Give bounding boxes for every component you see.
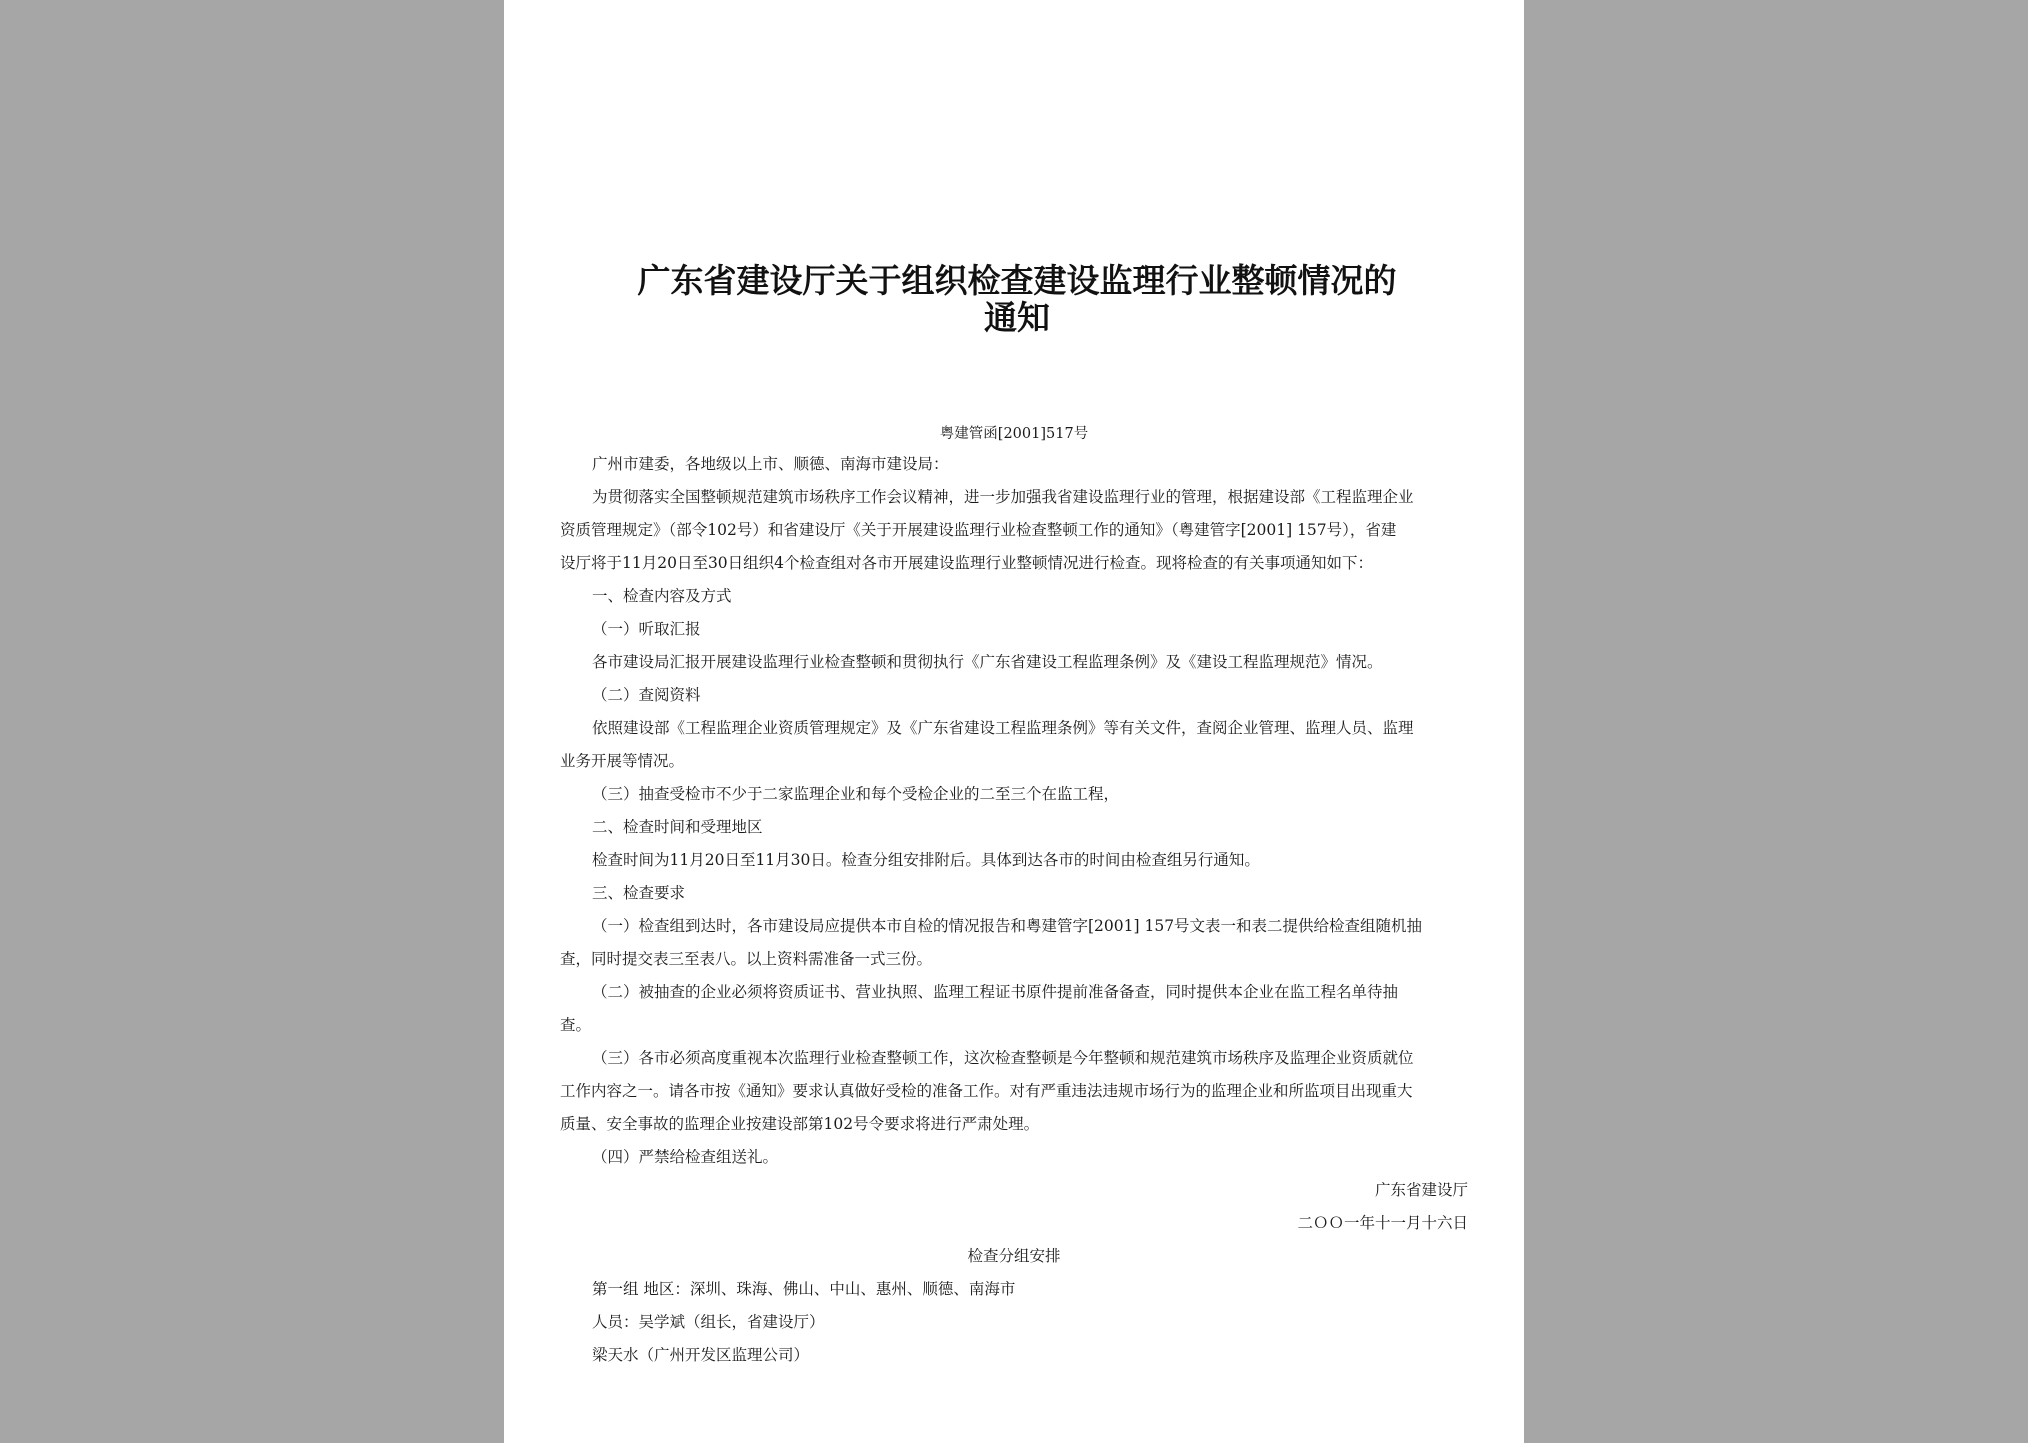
- document-number: 粤建管函[2001]517号: [939, 426, 1089, 442]
- appendix-line: 人员：吴学斌（组长，省建设厅）: [592, 1313, 825, 1331]
- body-line: （四）严禁给检查组送礼。: [592, 1148, 779, 1166]
- title-line-2: 通知: [984, 298, 1050, 337]
- salutation: 广州市建委，各地级以上市、顺德、南海市建设局：: [592, 455, 949, 473]
- appendix-title: 检查分组安排: [967, 1247, 1061, 1265]
- subsection-heading: （一）听取汇报: [592, 620, 701, 638]
- body-line: 资质管理规定》（部令102号）和省建设厅《关于开展建设监理行业检查整顿工作的通知》（粤建管字[2001] 157号），省建: [560, 521, 1397, 539]
- body-line: 业务开展等情况。: [560, 752, 685, 770]
- body-line: 查，同时提交表三至表八。以上资料需准备一式三份。: [560, 950, 933, 968]
- subsection-heading: （二）查阅资料: [592, 686, 701, 704]
- section-heading: 一、检查内容及方式: [592, 587, 732, 605]
- body-line: 质量、安全事故的监理企业按建设部第102号令要求将进行严肃处理。: [560, 1115, 1040, 1133]
- document-page: [504, 0, 1524, 1443]
- body-line: 依照建设部《工程监理企业资质管理规定》及《广东省建设工程监理条例》等有关文件，查阅企业管理、监理人员、监理: [592, 719, 1414, 737]
- body-line: 为贯彻落实全国整顿规范建筑市场秩序工作会议精神，进一步加强我省建设监理行业的管理，根据建设部《工程监理企业: [592, 488, 1414, 506]
- document-title: [592, 262, 1442, 336]
- signature-org: 广东省建设厅: [1374, 1181, 1468, 1199]
- body-line: 各市建设局汇报开展建设监理行业检查整顿和贯彻执行《广东省建设工程监理条例》及《建设工程监理规范》情况。: [592, 653, 1383, 671]
- body-line: 查。: [560, 1016, 592, 1034]
- body-line: （一）检查组到达时，各市建设局应提供本市自检的情况报告和粤建管字[2001] 157号文表一和表二提供给检查组随机抽: [592, 917, 1423, 935]
- body-line: 工作内容之一。请各市按《通知》要求认真做好受检的准备工作。对有严重违法违规市场行为的监理企业和所监项目出现重大: [560, 1082, 1413, 1100]
- body-line: （三）抽查受检市不少于二家监理企业和每个受检企业的二至三个在监工程，: [592, 785, 1120, 803]
- signature-date: 二ＯＯ一年十一月十六日: [1297, 1214, 1468, 1232]
- section-heading: 二、检查时间和受理地区: [592, 818, 763, 836]
- body-line: （二）被抽查的企业必须将资质证书、营业执照、监理工程证书原件提前准备备查，同时提供本企业在监工程名单待抽: [592, 983, 1399, 1001]
- body-line: 检查时间为11月20日至11月30日。检查分组安排附后。具体到达各市的时间由检查组另行通知。: [592, 851, 1260, 869]
- title-line-1: 广东省建设厅关于组织检查建设监理行业整顿情况的: [637, 261, 1397, 300]
- appendix-line: 梁天水（广州开发区监理公司）: [592, 1346, 810, 1364]
- body-line: 设厅将于11月20日至30日组织4个检查组对各市开展建设监理行业整顿情况进行检查。现将检查的有关事项通知如下：: [560, 554, 1374, 572]
- body-line: （三）各市必须高度重视本次监理行业检查整顿工作，这次检查整顿是今年整顿和规范建筑市场秩序及监理企业资质就位: [592, 1049, 1414, 1067]
- section-heading: 三、检查要求: [592, 884, 686, 902]
- appendix-line: 第一组 地区：深圳、珠海、佛山、中山、惠州、顺德、南海市: [592, 1280, 1016, 1298]
